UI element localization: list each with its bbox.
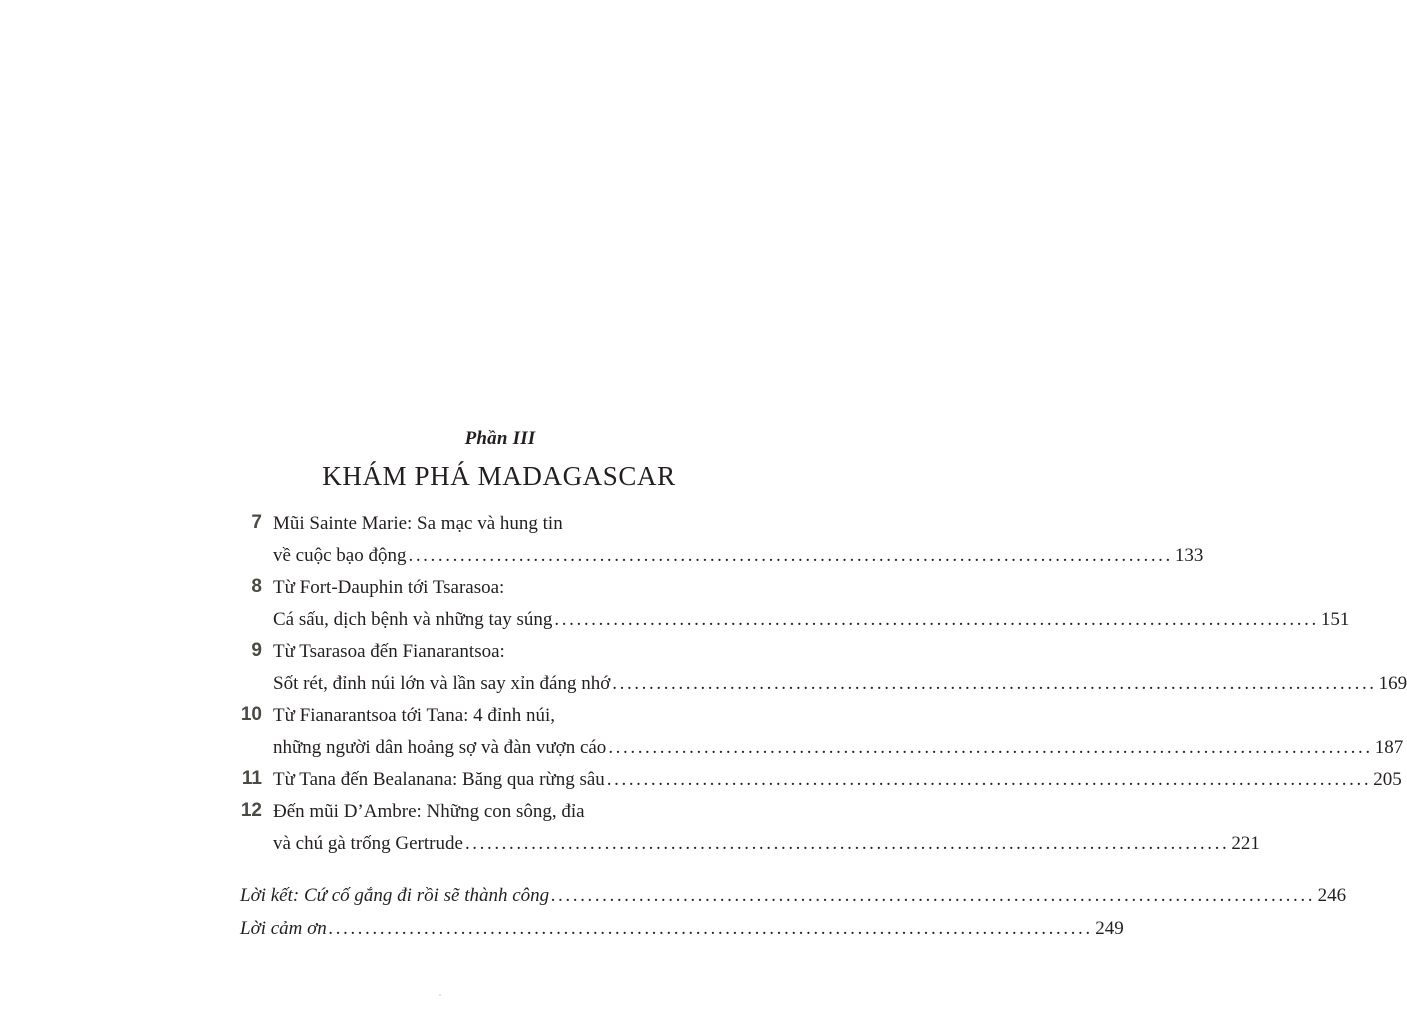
paper-speck [439,994,441,996]
chapter-title-line-2 [273,540,1204,572]
dot-leader: ........................................................................................................ [608,737,1373,758]
toc-entry-epilogue[interactable] [240,880,1347,912]
page-number: 187 [1374,737,1404,758]
chapter-title-text: Sốt rét, đỉnh núi lớn và lần say xỉn đáng nhớ [273,673,611,694]
page-number: 169 [1378,673,1407,694]
chapter-title-line-1: Từ Tsarasoa đến Fianarantsoa: [273,641,505,662]
entry-title: Lời kết: Cứ cố gắng đi rồi sẽ thành công [240,885,550,906]
page-number: 133 [1174,545,1204,566]
part-title: KHÁM PHÁ MADAGASCAR [322,461,676,491]
toc-entry-chapter-11[interactable] [232,764,1402,796]
toc-entry-chapter-9[interactable] [232,636,1407,700]
chapter-title-text: Từ Tana đến Bealanana: Băng qua rừng sâu [273,769,605,790]
dot-leader: ........................................................................................................ [606,769,1372,790]
chapter-title-line-2 [273,668,1407,700]
page-number: 249 [1095,918,1124,939]
chapter-number: 10 [240,704,262,725]
chapter-title-line-2 [273,604,1350,636]
dot-leader: ........................................................................................................ [464,833,1230,854]
chapter-title-line-2 [273,828,1260,860]
page-number: 246 [1317,885,1347,906]
chapter-title-line-1: Từ Fianarantsoa tới Tana: 4 đỉnh núi, [273,705,555,726]
page-number: 221 [1231,833,1260,854]
chapter-title-text: Cá sấu, dịch bệnh và những tay súng [273,609,553,630]
part-label: Phần III [464,428,536,449]
chapter-title-line-1: Đến mũi D’Ambre: Những con sông, đỉa [273,801,585,822]
page-number: 151 [1320,609,1350,630]
chapter-number: 11 [241,768,262,789]
toc-entry-chapter-10[interactable] [232,700,1404,764]
chapter-title-line-2 [273,732,1404,764]
toc-entry-chapter-12[interactable] [232,796,1260,860]
dot-leader: ........................................................................................................ [551,885,1316,906]
page-number: 205 [1373,769,1402,790]
toc-entry-acknowledgements[interactable] [240,913,1124,945]
dot-leader: ........................................................................................................ [554,609,1319,630]
dot-leader: ........................................................................................................ [328,918,1094,939]
chapter-title-line-1: Mũi Sainte Marie: Sa mạc và hung tin [273,513,563,534]
toc-entry-chapter-8[interactable] [232,572,1350,636]
chapter-title-text: và chú gà trống Gertrude [273,833,463,854]
chapter-title-line-1 [273,764,1402,796]
toc-entry-chapter-7[interactable] [232,508,1204,572]
chapter-number: 8 [251,576,262,597]
chapter-title-text: về cuộc bạo động [273,545,407,566]
chapter-number: 9 [251,640,262,661]
chapter-number: 7 [251,512,262,533]
chapter-title-line-1: Từ Fort-Dauphin tới Tsarasoa: [273,577,505,598]
dot-leader: ........................................................................................................ [408,545,1173,566]
chapter-number: 12 [240,800,262,821]
chapter-title-text: những người dân hoảng sợ và đàn vượn cáo [273,737,607,758]
dot-leader: ........................................................................................................ [612,673,1377,694]
table-of-contents [232,508,1407,860]
entry-title: Lời cảm ơn [240,918,327,939]
